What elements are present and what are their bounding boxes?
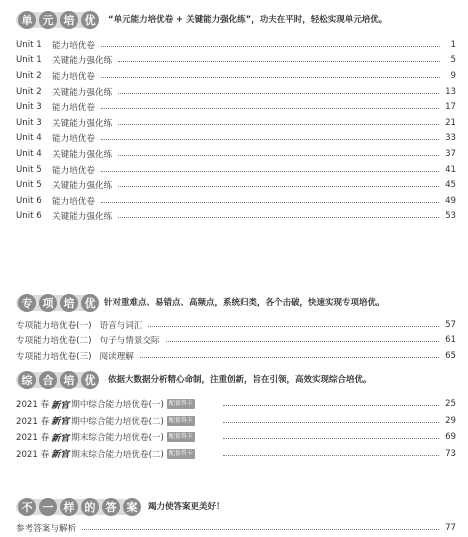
dot-leader xyxy=(101,201,439,203)
dot-leader xyxy=(118,92,439,94)
unit-section xyxy=(16,9,456,224)
dot-leader xyxy=(101,138,439,140)
page-number: 33 xyxy=(445,133,456,144)
dot-leader xyxy=(118,60,440,62)
badge-char: 培 xyxy=(60,11,78,29)
toc-row[interactable] xyxy=(16,162,456,178)
special-section-header xyxy=(16,292,456,314)
entry-title: 参考答案与解析 xyxy=(16,523,77,534)
badge-char: 一 xyxy=(39,498,57,516)
dot-leader xyxy=(118,185,439,187)
page-number: 41 xyxy=(445,164,456,175)
dot-leader xyxy=(118,123,439,125)
entry-label: 专项能力培优卷(二) xyxy=(16,336,92,347)
entry-label: 专项能力培优卷(三) xyxy=(16,351,92,362)
page-number: 37 xyxy=(445,148,456,159)
year-prefix: 2021 春 xyxy=(16,416,50,427)
section-badge xyxy=(16,371,102,389)
answer-card-tag: 配套答卡 xyxy=(168,433,193,441)
badge-char: 综 xyxy=(18,371,36,389)
toc-row[interactable] xyxy=(16,348,456,364)
toc-row[interactable] xyxy=(16,446,456,463)
unit-label: Unit 3 xyxy=(16,102,42,113)
entry-title: 句子与情景交际 xyxy=(99,336,160,347)
page-number: 13 xyxy=(445,86,456,97)
badge-char: 优 xyxy=(81,371,99,389)
badge-char: 不 xyxy=(18,498,36,516)
badge-char: 答 xyxy=(102,498,120,516)
dot-leader xyxy=(118,216,439,218)
entry-title: 关键能力强化练 xyxy=(52,181,113,192)
badge-char: 元 xyxy=(39,11,57,29)
entry-title: 期中综合能力培优卷(二) xyxy=(71,416,164,427)
section-badge xyxy=(16,498,144,516)
comprehensive-section xyxy=(16,369,456,462)
badge-char: 的 xyxy=(81,498,99,516)
page-number: 5 xyxy=(450,55,456,66)
entry-label: 专项能力培优卷(一) xyxy=(16,320,92,331)
toc-row[interactable] xyxy=(16,429,456,446)
entry-title: 能力培优卷 xyxy=(52,165,95,176)
section-slogan: “单元能力培优卷 + 关键能力强化练”，功夫在平时，轻松实现单元培优。 xyxy=(108,15,388,25)
toc-row[interactable] xyxy=(16,68,456,84)
page-number: 45 xyxy=(445,180,456,191)
entry-title: 能力培优卷 xyxy=(52,40,95,51)
section-badge xyxy=(16,11,102,29)
dot-leader xyxy=(101,76,440,78)
badge-char: 样 xyxy=(60,498,78,516)
toc-row[interactable] xyxy=(16,413,456,430)
brand-logo: 新官 xyxy=(51,417,70,428)
entry-title: 关键能力强化练 xyxy=(52,56,113,67)
entry-title: 能力培优卷 xyxy=(52,71,95,82)
entry-title: 关键能力强化练 xyxy=(52,87,113,98)
dot-leader xyxy=(223,454,439,456)
unit-label: Unit 2 xyxy=(16,70,42,81)
toc-row[interactable] xyxy=(16,193,456,209)
dot-leader xyxy=(166,340,439,342)
dot-leader xyxy=(101,45,440,47)
toc-row[interactable] xyxy=(16,115,456,131)
page-number: 61 xyxy=(445,335,456,346)
entry-title: 能力培优卷 xyxy=(52,134,95,145)
year-prefix: 2021 春 xyxy=(16,449,50,460)
page-number: 25 xyxy=(445,399,456,410)
toc-row[interactable] xyxy=(16,84,456,100)
toc-row[interactable] xyxy=(16,177,456,193)
toc-row[interactable] xyxy=(16,99,456,115)
entry-title: 关键能力强化练 xyxy=(52,212,113,223)
section-badge xyxy=(16,294,102,312)
answer-section xyxy=(16,496,456,536)
dot-leader xyxy=(118,154,439,156)
section-slogan: 竭力使答案更美好！ xyxy=(148,502,225,512)
toc-row[interactable] xyxy=(16,131,456,147)
answer-section-header xyxy=(16,496,456,518)
entry-title: 关键能力强化练 xyxy=(52,149,113,160)
page-number: 49 xyxy=(445,195,456,206)
unit-label: Unit 4 xyxy=(16,133,42,144)
toc-row[interactable] xyxy=(16,53,456,69)
page-number: 17 xyxy=(445,102,456,113)
page-number: 53 xyxy=(445,211,456,222)
dot-leader xyxy=(101,107,439,109)
entry-title: 能力培优卷 xyxy=(52,196,95,207)
toc-row[interactable] xyxy=(16,37,456,53)
toc-row[interactable] xyxy=(16,520,456,536)
dot-leader xyxy=(148,325,439,327)
entry-title: 语音与词汇 xyxy=(99,320,143,331)
entry-title: 期末综合能力培优卷(二) xyxy=(71,449,164,460)
unit-label: Unit 6 xyxy=(16,211,42,222)
answer-card-tag: 配套答卡 xyxy=(168,416,193,424)
dot-leader xyxy=(140,356,439,358)
badge-char: 合 xyxy=(39,371,57,389)
page-number: 69 xyxy=(445,432,456,443)
page-number: 29 xyxy=(445,415,456,426)
page-number: 21 xyxy=(445,117,456,128)
entry-title: 阅读理解 xyxy=(99,351,134,362)
entry-title: 能力培优卷 xyxy=(52,103,95,114)
entry-title: 关键能力强化练 xyxy=(52,118,113,129)
badge-char: 优 xyxy=(81,294,99,312)
unit-label: Unit 1 xyxy=(16,55,42,66)
comprehensive-section-header xyxy=(16,369,456,391)
page-number: 73 xyxy=(445,448,456,459)
unit-label: Unit 4 xyxy=(16,148,42,159)
toc-row[interactable] xyxy=(16,146,456,162)
section-slogan: 依据大数据分析精心命制，注重创新，旨在引领，高效实现综合培优。 xyxy=(108,375,372,385)
toc-row[interactable] xyxy=(16,317,456,333)
brand-logo: 新官 xyxy=(51,433,70,444)
badge-char: 案 xyxy=(123,498,141,516)
page-number: 57 xyxy=(445,319,456,330)
unit-label: Unit 5 xyxy=(16,180,42,191)
unit-label: Unit 6 xyxy=(16,195,42,206)
answer-card-tag: 配套答卡 xyxy=(168,449,193,457)
page-number: 9 xyxy=(450,70,456,81)
badge-char: 优 xyxy=(81,11,99,29)
unit-label: Unit 1 xyxy=(16,39,42,50)
unit-label: Unit 2 xyxy=(16,86,42,97)
section-slogan: 针对重难点、易错点、高频点，系统归类，各个击破，快速实现专项培优。 xyxy=(104,298,385,308)
toc-row[interactable] xyxy=(16,209,456,225)
badge-char: 培 xyxy=(60,371,78,389)
answer-card-tag: 配套答卡 xyxy=(168,400,193,408)
dot-leader xyxy=(82,528,439,530)
dot-leader xyxy=(223,437,439,439)
badge-char: 项 xyxy=(39,294,57,312)
year-prefix: 2021 春 xyxy=(16,400,50,411)
unit-section-header xyxy=(16,9,456,31)
year-prefix: 2021 春 xyxy=(16,433,50,444)
dot-leader xyxy=(223,404,439,406)
entry-title: 期中综合能力培优卷(一) xyxy=(71,400,164,411)
badge-char: 单 xyxy=(18,11,36,29)
badge-char: 培 xyxy=(60,294,78,312)
brand-logo: 新官 xyxy=(51,400,70,411)
brand-logo: 新官 xyxy=(51,450,70,461)
page-number: 65 xyxy=(445,350,456,361)
badge-char: 专 xyxy=(18,294,36,312)
toc-row[interactable] xyxy=(16,333,456,349)
dot-leader xyxy=(101,170,439,172)
unit-label: Unit 5 xyxy=(16,164,42,175)
page-number: 1 xyxy=(450,39,456,50)
page-number: 77 xyxy=(445,522,456,533)
special-section xyxy=(16,292,456,364)
dot-leader xyxy=(223,421,439,423)
unit-label: Unit 3 xyxy=(16,117,42,128)
toc-row[interactable] xyxy=(16,396,456,413)
entry-title: 期末综合能力培优卷(一) xyxy=(71,433,164,444)
